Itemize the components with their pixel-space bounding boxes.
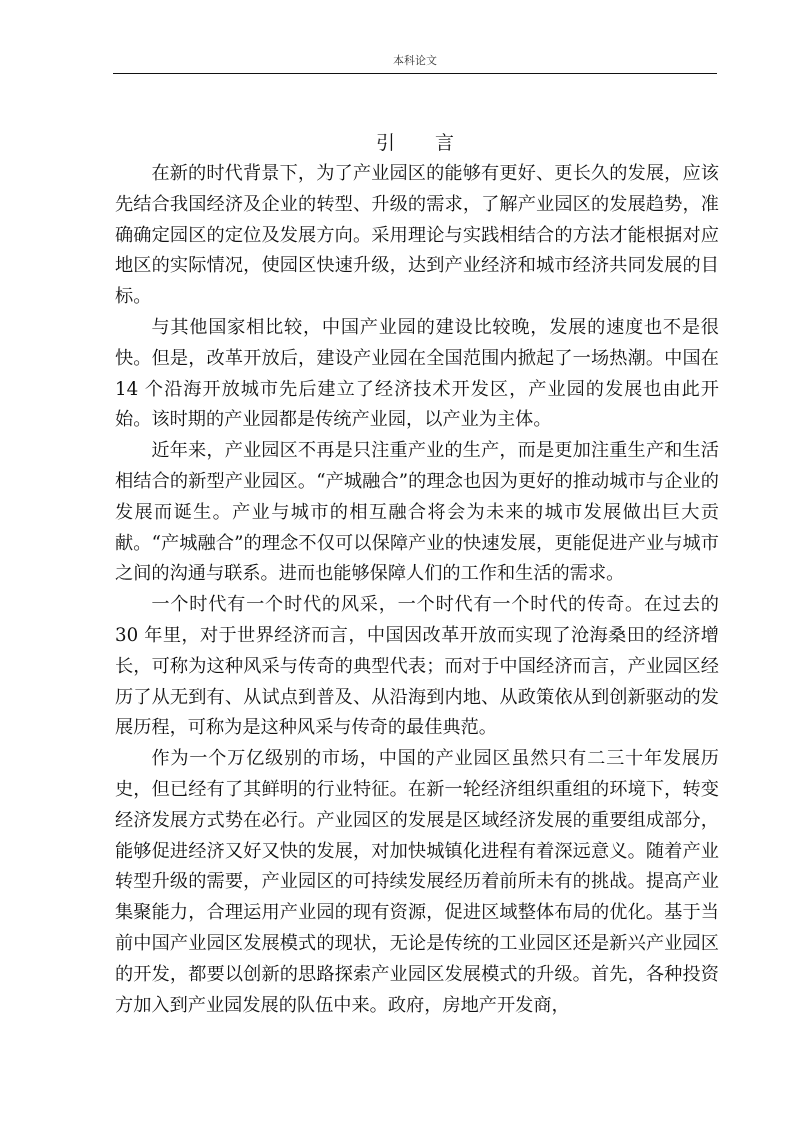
section-title: 引言	[375, 132, 494, 154]
running-header: 本科论文	[393, 54, 437, 67]
paragraph: 一个时代有一个时代的风采，一个时代有一个时代的传奇。在过去的 30 年里，对于世界经济而言，中国因改革开放而实现了沧海桑田的经济增长，可称为这种风采与传奇的典型代表；而对于中国经济而言，产业园区经历了从无到有、从试点到普及、从沿海到内地、从政策依从到创新驱动的发展历程，可称为是这种风采与传奇的最佳典范。	[115, 594, 719, 739]
paragraph: 近年来，产业园区不再是只注重产业的生产，而是更加注重生产和生活相结合的新型产业园区。“产城融合”的理念也因为更好的推动城市与企业的发展而诞生。产业与城市的相互融合将会为未来的城市发展做出巨大贡献。“产城融合”的理念不仅可以保障产业的快速发展，更能促进产业与城市之间的沟通与联系。进而也能够保障人们的工作和生活的需求。	[115, 440, 719, 585]
paragraph: 作为一个万亿级别的市场，中国的产业园区虽然只有二三十年发展历史，但已经有了其鲜明的行业特征。在新一轮经济组织重组的环境下，转变经济发展方式势在必行。产业园区的发展是区域经济发展的重要组成部分，能够促进经济又好又快的发展，对加快城镇化进程有着深远意义。随着产业转型升级的需要，产业园区的可持续发展经历着前所未有的挑战。提高产业集聚能力，合理运用产业园的现有资源，促进区域整体布局的优化。基于当前中国产业园区发展模式的现状，无论是传统的工业园区还是新兴产业园区的开发，都要以创新的思路探索产业园区发展模式的升级。首先，各种投资方加入到产业园发展的队伍中来。政府，房地产开发商，	[115, 748, 719, 1016]
header-rule	[113, 73, 717, 74]
paragraph: 在新的时代背景下，为了产业园区的能够有更好、更长久的发展，应该先结合我国经济及企业的转型、升级的需求，了解产业园区的发展趋势，准确确定园区的定位及发展方向。采用理论与实践相结合的方法才能根据对应地区的实际情况，使园区快速升级，达到产业经济和城市经济共同发展的目标。	[115, 163, 719, 308]
body-text	[115, 159, 719, 1021]
paragraph: 与其他国家相比较，中国产业园的建设比较晚，发展的速度也不是很快。但是，改革开放后，建设产业园在全国范围内掀起了一场热潮。中国在 14 个沿海开放城市先后建立了经济技术开发区，产业园的发展也由此开始。该时期的产业园都是传统产业园，以产业为主体。	[115, 316, 719, 431]
